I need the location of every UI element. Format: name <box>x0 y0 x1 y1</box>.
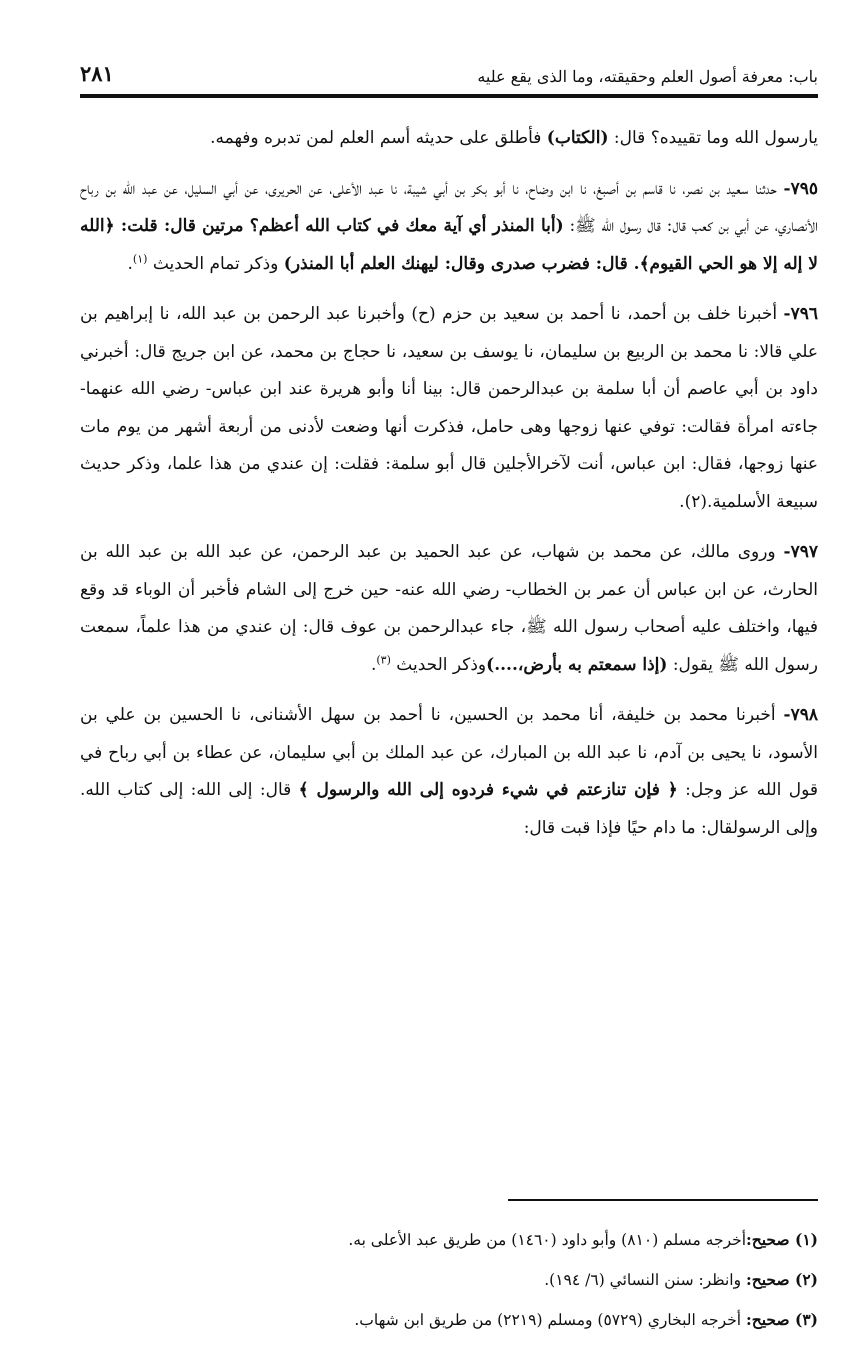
page-number: ٢٨١ <box>80 61 114 86</box>
hadith-795 <box>80 171 818 284</box>
footnote-ref[interactable]: (١) <box>132 251 148 265</box>
hadith-796 <box>80 296 818 521</box>
footnotes <box>80 1220 818 1340</box>
text-run: وذكر الحديث <box>390 654 487 675</box>
footnote-text: أخرجه مسلم (٨١٠) وأبو داود (١٤٦٠) من طريق عبد الأعلى به. <box>348 1231 747 1249</box>
text-run: وروى مالك، عن محمد بن شهاب، عن عبد الحميد بن عبد الرحمن، عن عبد الله بن عبد الله بن الحارث، عن ابن عباس أن عمر بن الخطاب- رضي الله عنه- حين خرج إلى الشام فأخبر أن الوباء قد وقع فيها، واختلف عليه أصحاب رسول الله ﷺ، جاء عبدالرحمن بن عوف قال: إن عندي من هذا علماً، سمعت رسول الله ﷺ يقول: <box>80 542 818 675</box>
text-run: . <box>679 491 685 512</box>
footnote-1 <box>80 1220 818 1260</box>
footnote-2 <box>80 1260 818 1300</box>
text-run: حدثنا سعيد بن نصر، نا قاسم بن أصبغ، نا ابن وضاح، نا أبو بكر بن أبي شيبة، نا عبد الأعلى، عن الحريرى، عن أبي السليل، عن عبد الله بن رباح الأنصاري، عن أبي بن كعب قال: قال رسول الله ﷺ: <box>80 178 818 236</box>
footnote-3 <box>80 1300 818 1340</box>
footnotes-divider <box>508 1199 818 1201</box>
bold-quote: (الكتاب) <box>546 128 609 148</box>
page-header <box>80 58 818 98</box>
running-head: باب: معرفة أصول العلم وحقيقته، وما الذى يقع عليه <box>477 67 818 86</box>
footnote-text: أخرجه البخاري (٥٧٢٩) ومسلم (٢٢١٩) من طريق ابن شهاب. <box>354 1311 747 1329</box>
hadith-798 <box>80 697 818 847</box>
hadith-797 <box>80 534 818 684</box>
hadith-number: ٧٩٦- <box>783 304 818 324</box>
footnote-text: وانظر: سنن النسائي (٦/ ١٩٤). <box>544 1271 747 1289</box>
bold-quote: (أبا المنذر أي آية معك في كتاب الله أعظم؟ مرتين قال: قلت: ﴿الله لا إله إلا هو الحي القيوم﴾. قال: فضرب صدرى وقال: ليهنك العلم أبا المنذر) <box>80 216 818 274</box>
footnote-label: (٣) صحيح: <box>746 1310 818 1329</box>
hadith-number: ٧٩٥- <box>783 178 818 199</box>
text-run: . <box>370 654 377 675</box>
paragraph-continuation <box>80 120 818 158</box>
footnote-label: (٢) صحيح: <box>746 1270 818 1289</box>
footnote-label: (١) صحيح: <box>746 1230 818 1249</box>
text-run: وذكر تمام الحديث <box>147 253 284 274</box>
body-text <box>80 120 818 860</box>
text-run: أخبرنا محمد بن خليفة، أنا محمد بن الحسين، نا أحمد بن سهل الأشنانى، نا الحسين بن علي بن الأسود، نا يحيى بن آدم، نا عبد الله بن المبارك، عن عبد الملك بن أبي سليمان، عن عطاء بن أبي رباح في قول الله عز وجل: <box>80 705 818 800</box>
text-run: أخبرنا خلف بن أحمد، نا أحمد بن سعيد بن حزم (ح) وأخبرنا عبد الرحمن بن عبد الله، نا إبراهيم بن علي قالا: نا محمد بن الربيع بن سليمان، نا يوسف بن سعيد، نا حجاج بن محمد، عن ابن جريج قال: أخبرني داود بن أبي عاصم أن أبا سلمة بن عبدالرحمن قال: بينا أنا وأبو هريرة عند ابن عباس- رضي الله عنهما- جاءته امرأة فقالت: توفي عنها زوجها وهى حامل، فذكرت أنها وضعت لأدنى من أربعة أشهر من يوم مات عنها زوجها، فقال: ابن عباس، أنت لآخرالأجلين قال أبو سلمة: فقلت: إن عندي من هذا علما، وذكر حديث سبيعة الأسلمية. <box>80 304 818 512</box>
bold-quote: ﴿ فإن تنازعتم في شيء فردوه إلى الله والرسول ﴾ <box>298 780 678 800</box>
hadith-number: ٧٩٨- <box>783 705 818 725</box>
hadith-number: ٧٩٧- <box>783 542 818 562</box>
bold-quote: (إذا سمعتم به بأرض،....) <box>486 654 668 675</box>
text-run: . <box>127 253 133 274</box>
text-run: يارسول الله وما تقييده؟ قال: <box>608 128 818 148</box>
text-run: فأطلق على حديثه أسم العلم لمن تدبره وفهمه. <box>210 128 547 148</box>
footnote-ref[interactable]: (٢) <box>684 491 707 512</box>
footnote-ref[interactable]: (٣) <box>376 652 391 666</box>
text-run: قال: إلى الله: إلى كتاب الله. وإلى الرسولقال: ما دام حيًا فإذا قبت قال: <box>80 780 818 838</box>
